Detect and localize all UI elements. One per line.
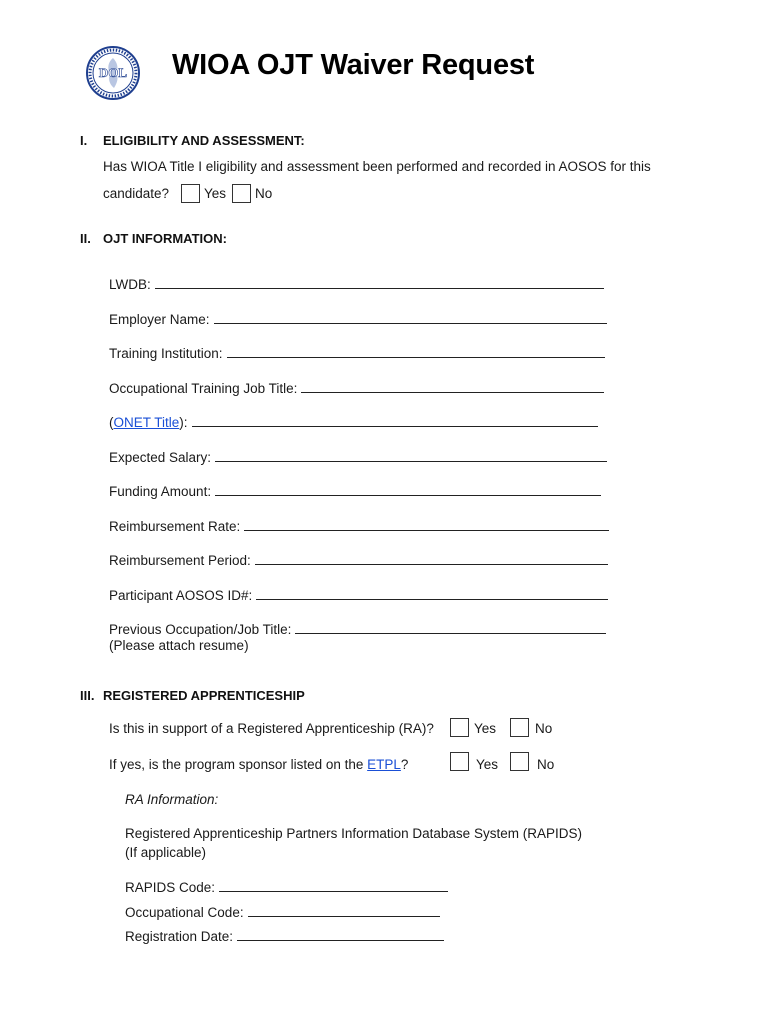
aosos-id-field (109, 587, 608, 603)
paren-open: ( (109, 415, 114, 430)
lwdb-field (109, 276, 604, 292)
reimbursement-period-input-line[interactable] (255, 552, 608, 565)
etpl-question-text: If yes, is the program sponsor listed on the (109, 757, 368, 772)
field-label: Expected Salary: (109, 450, 212, 465)
field-label: RAPIDS Code: (125, 880, 216, 895)
section-2-heading (80, 231, 227, 246)
etpl-no-checkbox[interactable] (510, 752, 529, 771)
training-institution-field (109, 345, 605, 361)
page-title: WIOA OJT Waiver Request (172, 49, 535, 81)
field-label: LWDB: (109, 277, 151, 292)
eligibility-question-line1: Has WIOA Title I eligibility and assessment been performed and recorded in AOSOS for this (103, 159, 651, 174)
occupational-code-field (125, 904, 440, 920)
field-label: Occupational Training Job Title: (109, 381, 298, 396)
registration-date-input-line[interactable] (237, 928, 444, 941)
employer-name-field (109, 311, 607, 327)
etpl-no-label: No (537, 757, 555, 772)
ra-no-checkbox[interactable] (510, 718, 529, 737)
ra-no-label: No (535, 721, 553, 736)
onet-title-input-line[interactable] (192, 414, 598, 427)
rapids-code-input-line[interactable] (219, 879, 448, 892)
section-3-heading (80, 688, 305, 703)
field-label: Reimbursement Period: (109, 553, 251, 568)
eligibility-yes-checkbox[interactable] (181, 184, 200, 203)
section-number: I. (80, 133, 88, 148)
section-number: II. (80, 231, 91, 246)
lwdb-input-line[interactable] (155, 276, 604, 289)
job-title-input-line[interactable] (301, 380, 604, 393)
section-title: REGISTERED APPRENTICESHIP (103, 688, 305, 703)
employer-name-input-line[interactable] (214, 311, 607, 324)
reimbursement-rate-input-line[interactable] (244, 518, 609, 531)
previous-occupation-input-line[interactable] (295, 621, 606, 634)
question-mark: ? (400, 757, 409, 772)
section-title: OJT INFORMATION: (103, 231, 227, 246)
occupational-code-input-line[interactable] (248, 904, 440, 917)
eligibility-question-line2: candidate? (103, 186, 170, 201)
rapids-code-field (125, 879, 448, 895)
ra-yes-checkbox[interactable] (450, 718, 469, 737)
registration-date-field (125, 928, 444, 944)
ra-yes-label: Yes (474, 721, 497, 736)
funding-amount-input-line[interactable] (215, 483, 601, 496)
eligibility-no-label: No (255, 186, 273, 201)
eligibility-yes-label: Yes (204, 186, 227, 201)
rapids-description-line1: Registered Apprenticeship Partners Information Database System (RAPIDS) (125, 826, 582, 841)
paren-close: ): (179, 415, 188, 430)
section-number: III. (80, 688, 95, 703)
ra-question: Is this in support of a Registered Apprenticeship (RA)? (109, 721, 434, 736)
etpl-yes-checkbox[interactable] (450, 752, 469, 771)
ra-information-label: RA Information: (125, 792, 219, 807)
field-label: Participant AOSOS ID#: (109, 588, 253, 603)
attach-resume-note: (Please attach resume) (109, 638, 249, 653)
expected-salary-field (109, 449, 607, 465)
field-label: Funding Amount: (109, 484, 212, 499)
rapids-description-line2: (If applicable) (125, 845, 207, 860)
svg-text:DOL: DOL (98, 65, 128, 80)
section-1-heading (80, 133, 305, 148)
section-title: ELIGIBILITY AND ASSESSMENT: (103, 133, 305, 148)
expected-salary-input-line[interactable] (215, 449, 607, 462)
dol-seal-logo (86, 46, 140, 100)
onet-title-field (109, 414, 598, 430)
field-label: Registration Date: (125, 929, 234, 944)
field-label: Reimbursement Rate: (109, 519, 241, 534)
field-label: Employer Name: (109, 312, 210, 327)
onet-title-link[interactable]: ONET Title (113, 415, 180, 430)
etpl-yes-label: Yes (476, 757, 499, 772)
field-label: Training Institution: (109, 346, 223, 361)
field-label: Occupational Code: (125, 905, 244, 920)
field-label: Previous Occupation/Job Title: (109, 622, 292, 637)
etpl-question (109, 757, 408, 772)
reimbursement-rate-field (109, 518, 609, 534)
etpl-link[interactable]: ETPL (367, 757, 401, 772)
eligibility-no-checkbox[interactable] (232, 184, 251, 203)
aosos-id-input-line[interactable] (256, 587, 608, 600)
reimbursement-period-field (109, 552, 608, 568)
previous-occupation-field (109, 621, 606, 637)
funding-amount-field (109, 483, 601, 499)
job-title-field (109, 380, 604, 396)
training-institution-input-line[interactable] (227, 345, 605, 358)
